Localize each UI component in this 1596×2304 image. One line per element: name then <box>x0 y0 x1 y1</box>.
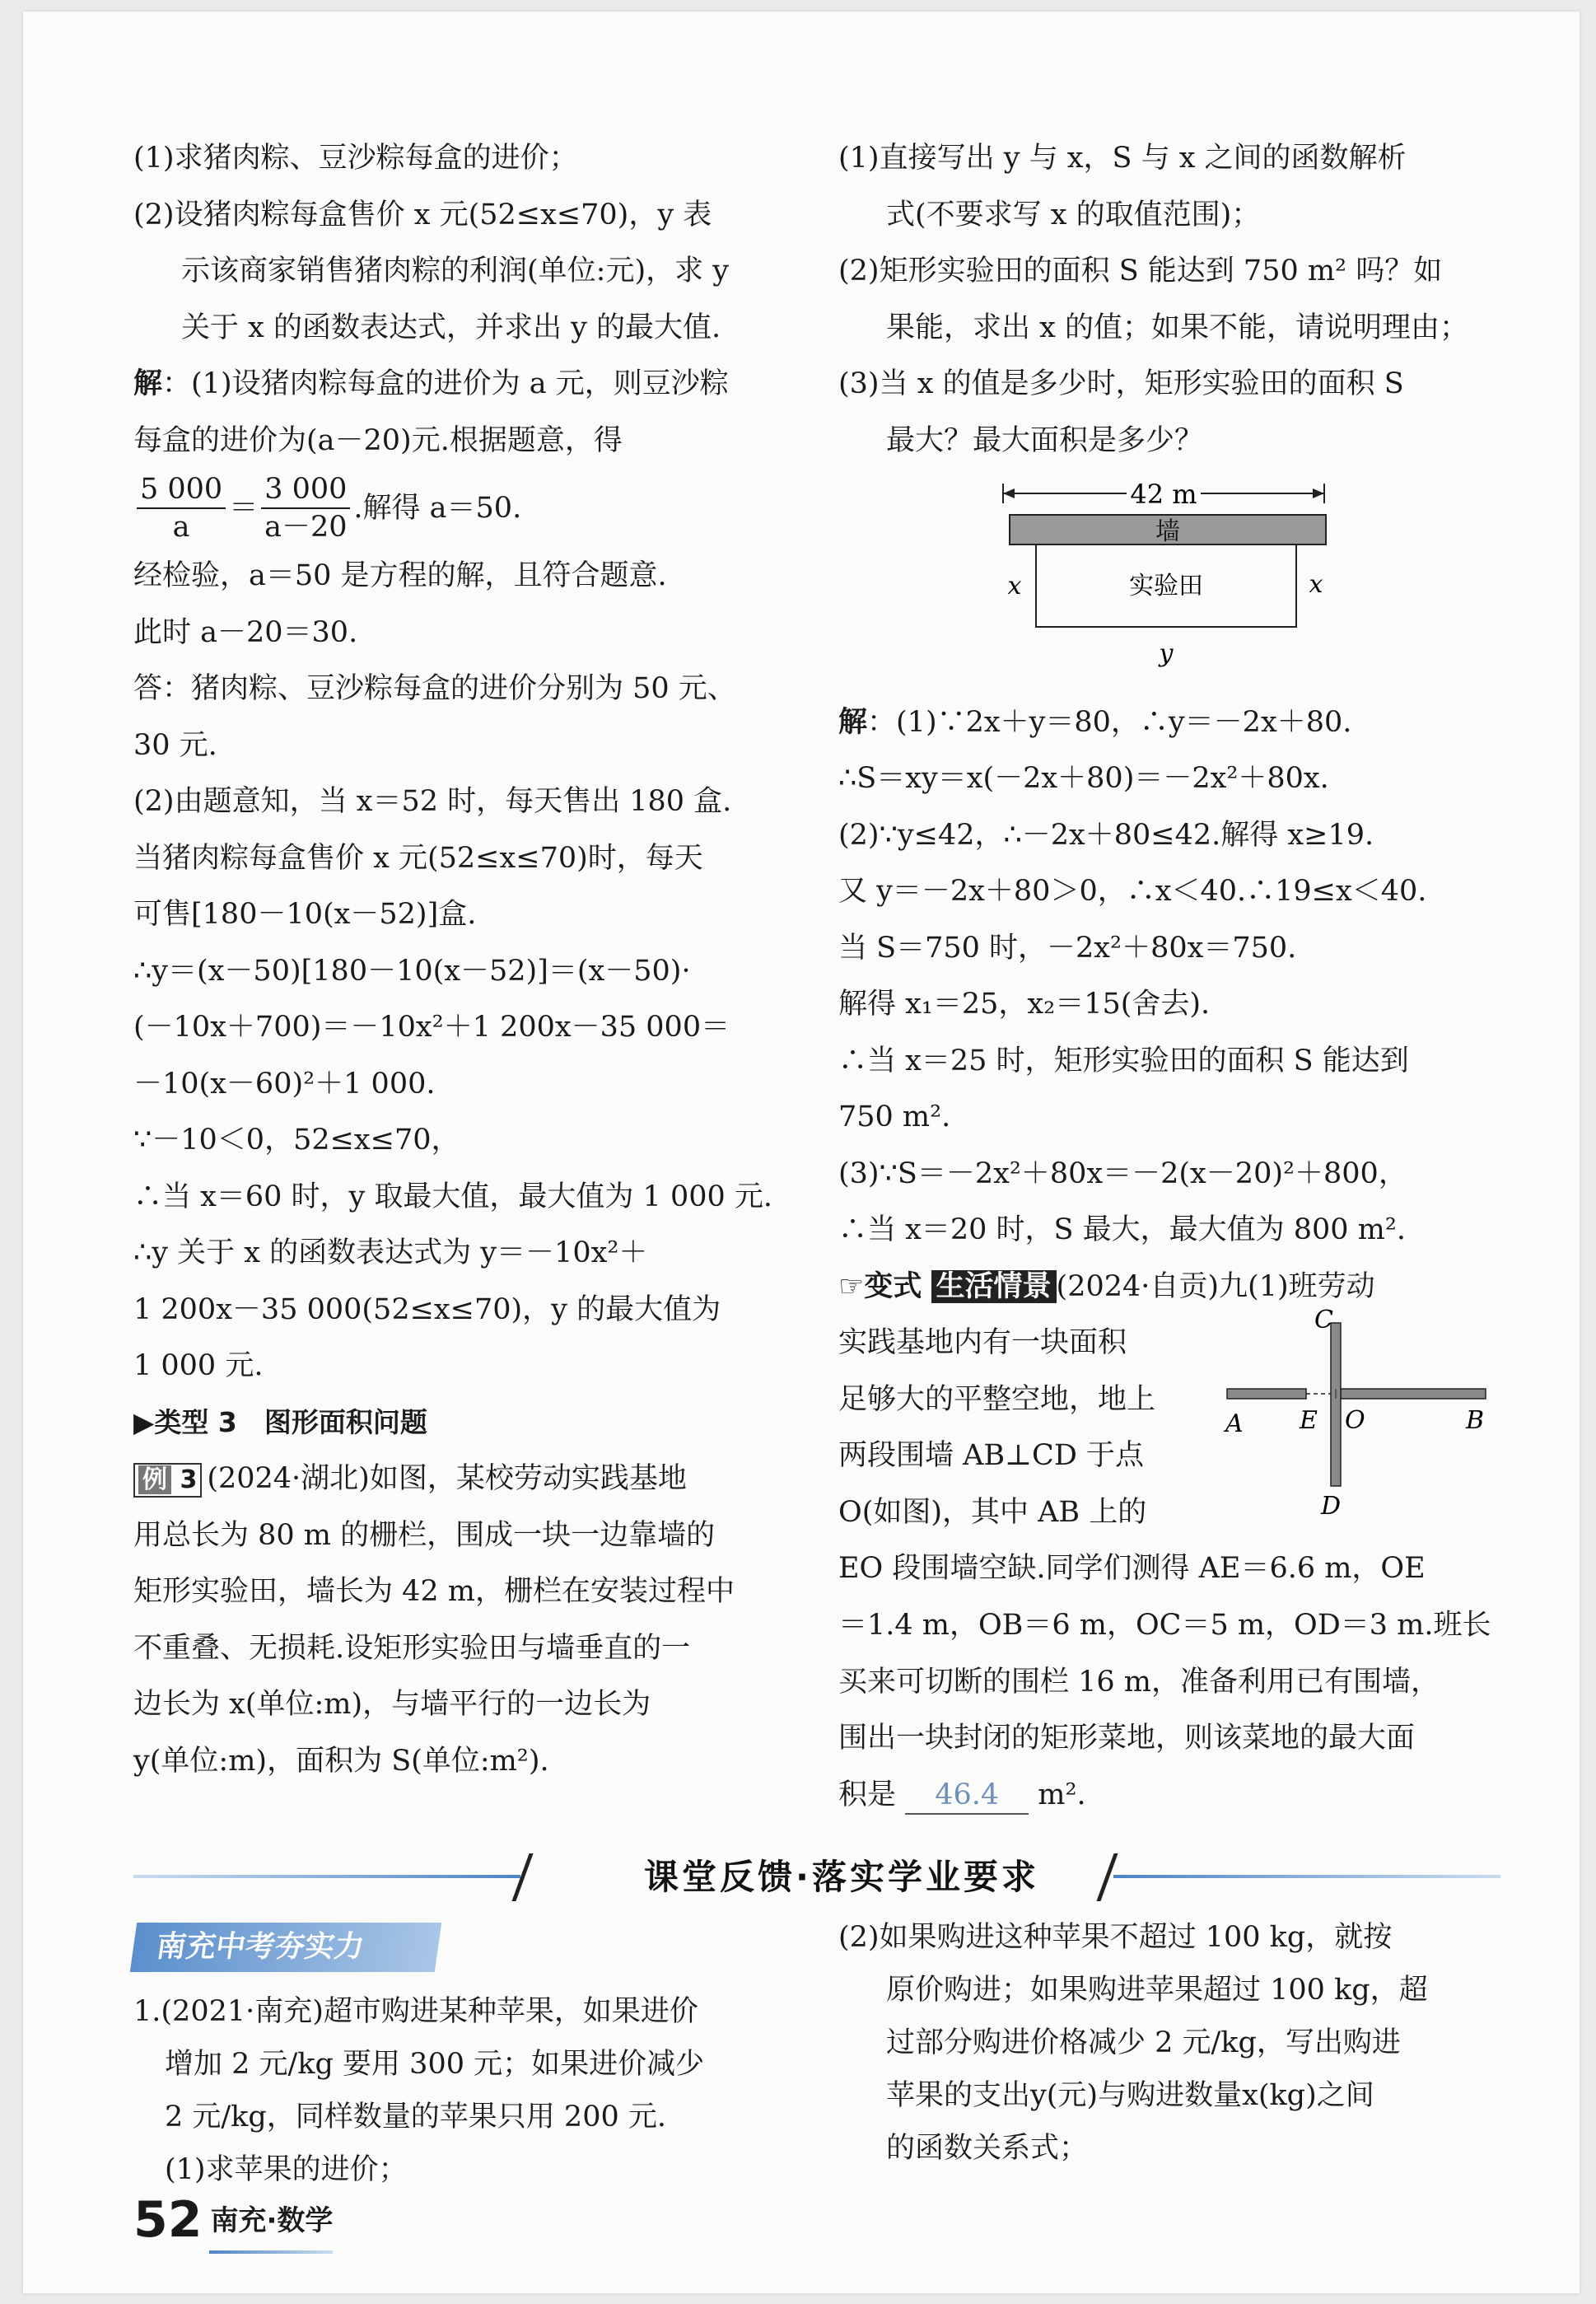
text-line: 关于 x 的函数表达式，并求出 y 的最大值. <box>181 311 721 344</box>
exercise-right <box>838 1911 1497 2175</box>
text-line: ∴当 x＝25 时，矩形实验田的面积 S 能达到 <box>838 1044 1409 1077</box>
side-y-bottom: y <box>1159 639 1174 668</box>
example-3-line: 例 3 (2024·湖北)如图，某校劳动实践基地 <box>133 1451 792 1507</box>
text-line: (1)求苹果的进价； <box>165 2153 408 2186</box>
text-line: (3)当 x 的值是多少时，矩形实验田的面积 S <box>838 367 1404 400</box>
text-line: (3)∵S＝－2x²＋80x＝－2(x－20)²＋800， <box>838 1157 1407 1190</box>
banner-rule-right <box>1113 1875 1500 1878</box>
variant-label: ☞变式 <box>838 1269 922 1303</box>
text-line: 2 元/kg，同样数量的苹果只用 200 元. <box>165 2101 666 2133</box>
field-label: 实验田 <box>1129 572 1203 601</box>
text-line: O(如图)，其中 AB 上的 <box>838 1495 1147 1529</box>
text-line: 过部分购进价格减少 2 元/kg，写出购进 <box>886 2026 1401 2059</box>
footer-underline <box>209 2250 333 2254</box>
side-x-left: x <box>1007 572 1022 601</box>
walls-figure <box>1217 1298 1497 1545</box>
text-line: ＝1.4 m，OB＝6 m，OC＝5 m，OD＝3 m.班长 <box>838 1609 1491 1642</box>
solution-start <box>133 356 792 413</box>
text-line: 最大？最大面积是多少？ <box>886 423 1204 457</box>
text-line: 可售[180－10(x－52)]盒. <box>133 898 477 931</box>
wall-label: 墙 <box>1155 517 1180 546</box>
text-line: y(单位:m)，面积为 S(单位:m²). <box>133 1744 549 1778</box>
text-line: 当 S＝750 时，－2x²＋80x＝750. <box>838 931 1297 965</box>
text-line: 又 y＝－2x＋80＞0，∴x＜40.∴19≤x＜40. <box>838 875 1427 908</box>
point-B: B <box>1466 1406 1485 1435</box>
fraction: $\frac{3 000}{a-20}$ <box>261 471 350 545</box>
text-line: 矩形实验田，墙长为 42 m，栅栏在安装过程中 <box>133 1575 735 1608</box>
text-line: (2)矩形实验田的面积 S 能达到 750 m² 吗？如 <box>838 255 1443 287</box>
type-heading: ▶类型 3 图形面积问题 <box>133 1405 427 1438</box>
text-line: 示该商家销售猪肉粽的利润(单位:元)，求 y <box>181 255 730 287</box>
text-line: 原价购进；如果购进苹果超过 100 kg，超 <box>886 1974 1428 2007</box>
variant-block <box>838 1306 1497 1597</box>
text-line: EO 段围墙空缺.同学们测得 AE＝6.6 m，OE <box>838 1552 1426 1585</box>
solve-label: 解 <box>133 367 163 400</box>
text-line: 解得 x₁＝25，x₂＝15(舍去). <box>838 988 1211 1021</box>
page-footer <box>133 2191 333 2249</box>
text-line: 苹果的支出y(元)与购进数量x(kg)之间 <box>886 2079 1374 2112</box>
left-column <box>133 130 792 1789</box>
fraction: $\frac{5 000}{a}$ <box>137 471 226 545</box>
solution-start: 解：(1)∵2x＋y＝80，∴y＝－2x＋80. <box>838 705 1352 739</box>
text-line: ∴当 x＝20 时，S 最大，最大值为 800 m². <box>838 1213 1407 1246</box>
text-line: 增加 2 元/kg 要用 300 元；如果进价减少 <box>165 2048 705 2081</box>
text-line: 用总长为 80 m 的栅栏，围成一块一边靠墙的 <box>133 1518 716 1552</box>
text-line: 1 000 元. <box>133 1349 264 1382</box>
text-line: 的函数关系式； <box>886 2132 1089 2165</box>
text-line: (2)如果购进这种苹果不超过 100 kg，就按 <box>838 1921 1393 1954</box>
wall-field-figure <box>838 469 1497 675</box>
section-tag: 南充中考夯实力 <box>130 1923 441 1972</box>
banner-rule-left <box>133 1875 520 1878</box>
text-line: ∴当 x＝60 时，y 取最大值，最大值为 1 000 元. <box>133 1180 772 1213</box>
wall-length-label: 42 m <box>1130 479 1197 510</box>
text-line: 不重叠、无损耗.设矩形实验田与墙垂直的一 <box>133 1631 691 1665</box>
point-C: C <box>1314 1306 1333 1334</box>
answer-line: 积是 46.4 m². <box>838 1767 1497 1824</box>
exercise-1: 1.(2021·南充)超市购进某种苹果，如果进价 <box>133 1995 698 2028</box>
text-line: 果能，求出 x 的值；如果不能，请说明理由； <box>886 311 1468 344</box>
subject-label: 南充·数学 <box>210 2204 334 2237</box>
text-line: (2)由题意知，当 x＝52 时，每天售出 180 盒. <box>133 785 732 818</box>
page-number: 52 <box>133 2191 203 2249</box>
text-line: ∴S＝xy＝x(－2x＋80)＝－2x²＋80x. <box>838 762 1329 795</box>
solve-label: 解 <box>838 705 868 739</box>
banner-title: 课堂反馈·落实学业要求 <box>644 1857 1039 1897</box>
text-line: (2)∵y≤42，∴－2x＋80≤42.解得 x≥19. <box>838 818 1374 852</box>
text-line: 每盒的进价为(a－20)元.根据题意，得 <box>133 423 623 457</box>
text-line: 式(不要求写 x 的取值范围)； <box>886 198 1261 231</box>
text-line: 围出一块封闭的矩形菜地，则该菜地的最大面 <box>838 1722 1416 1755</box>
text-line: (1)直接写出 y 与 x，S 与 x 之间的函数解析 <box>838 142 1407 175</box>
section-banner <box>133 1848 1500 1906</box>
point-E: E <box>1300 1406 1318 1435</box>
text-line: 此时 a－20＝30. <box>133 615 358 649</box>
text-line: －10(x－60)²＋1 000. <box>133 1067 436 1101</box>
side-x-right: x <box>1309 570 1323 599</box>
text-line: 足够大的平整空地，地上 <box>838 1382 1156 1416</box>
text-line: ∵－10＜0，52≤x≤70， <box>133 1124 460 1157</box>
text-line: 边长为 x(单位:m)，与墙平行的一边长为 <box>133 1688 651 1721</box>
point-A: A <box>1225 1409 1244 1438</box>
text-line: ∴y 关于 x 的函数表达式为 y＝－10x²＋ <box>133 1236 648 1269</box>
text-line: 答：猪肉粽、豆沙粽每盒的进价分别为 50 元、 <box>133 672 736 705</box>
text-line: 两段围墙 AB⊥CD 于点 <box>838 1439 1145 1472</box>
question-part-2: (2)设猪肉粽每盒售价 x 元(52≤x≤70)，y 表 <box>133 198 712 231</box>
question-part-1: (1)求猪肉粽、豆沙粽每盒的进价； <box>133 142 578 175</box>
text-line: (－10x＋700)＝－10x²＋1 200x－35 000＝ <box>133 1011 730 1044</box>
exercise-left <box>133 1985 792 2196</box>
text-line: 750 m². <box>838 1101 951 1133</box>
text-line: 当猪肉粽每盒售价 x 元(52≤x≤70)时，每天 <box>133 841 703 875</box>
point-D: D <box>1321 1492 1342 1521</box>
text-line: 买来可切断的围栏 16 m，准备利用已有围墙， <box>838 1665 1440 1699</box>
life-tag: 生活情景 <box>931 1270 1057 1303</box>
text-line: ∴y＝(x－50)[180－10(x－52)]＝(x－50)· <box>133 954 691 988</box>
right-column <box>838 130 1497 1823</box>
text-line: 30 元. <box>133 728 217 762</box>
example-badge: 例 3 <box>133 1463 202 1498</box>
point-O: O <box>1345 1406 1365 1435</box>
variant-line: ☞变式 生活情景 (2024·自贡)九(1)班劳动 <box>838 1269 1375 1303</box>
text-line: 经检验，a＝50 是方程的解，且符合题意. <box>133 559 667 592</box>
equation-fraction: $\frac{5 000}{a}$ ＝ $\frac{3 000}{a-20}$ .解得 a＝50. <box>133 469 792 548</box>
text-line: 实践基地内有一块面积 <box>838 1326 1127 1359</box>
answer-blank: 46.4 <box>905 1777 1029 1815</box>
text-line: ：(1)设猪肉粽每盒的进价为 a 元，则豆沙粽 <box>162 367 729 400</box>
text-line: 1 200x－35 000(52≤x≤70)，y 的最大值为 <box>133 1292 721 1326</box>
